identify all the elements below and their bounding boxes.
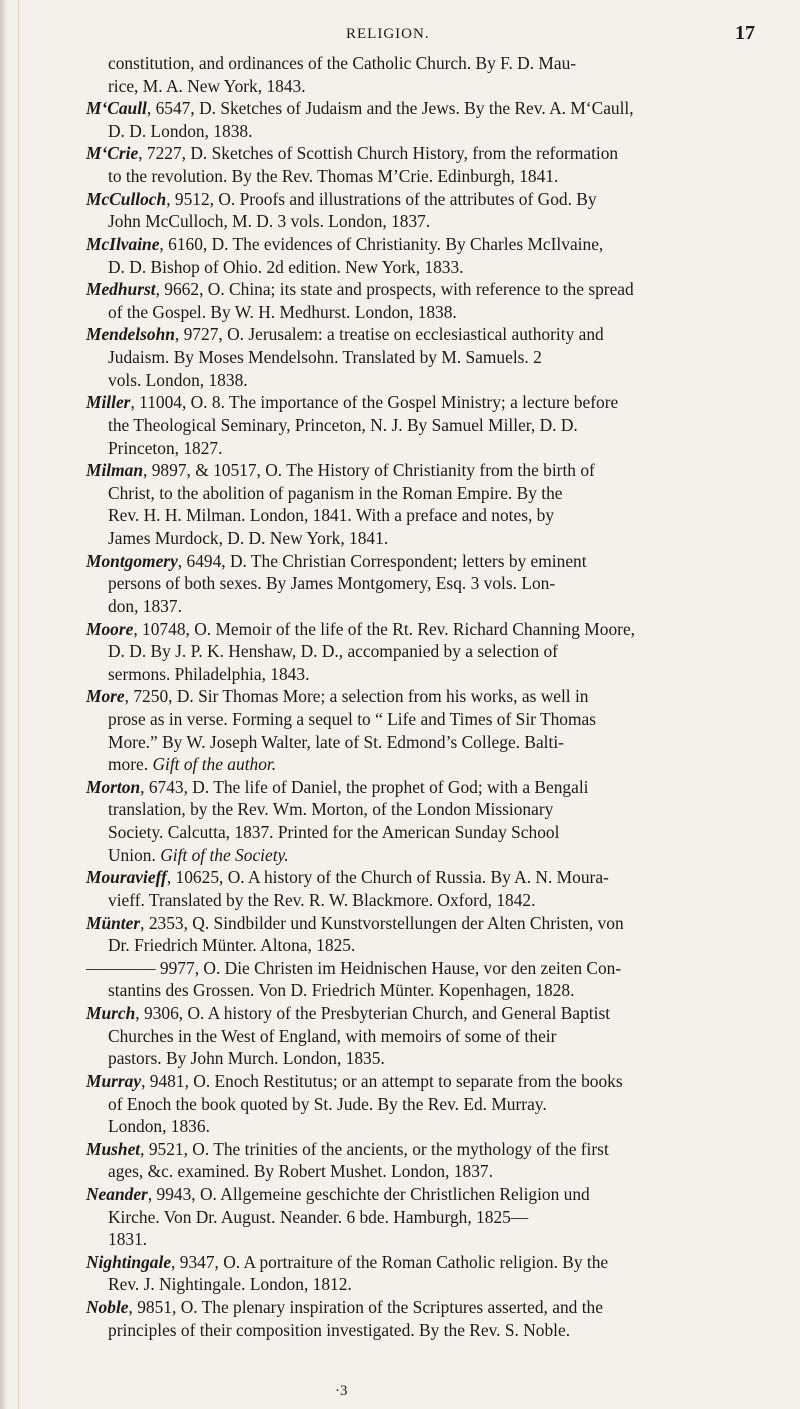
- entry-text: of the Gospel. By W. H. Medhurst. London, 1838.: [108, 301, 457, 322]
- author-name: Milman: [86, 460, 144, 481]
- entry-text: rice, M. A. New York, 1843.: [108, 75, 306, 96]
- entry-continuation-line: [108, 482, 742, 504]
- entry-heading-line: [86, 912, 742, 934]
- author-name: Noble: [86, 1297, 129, 1318]
- entry-text: principles of their composition investigated. By the Rev. S. Noble.: [108, 1319, 571, 1340]
- entry-heading-line: [86, 459, 742, 481]
- author-name: Mushet: [86, 1138, 141, 1159]
- entry-text: Rev. J. Nightingale. London, 1812.: [108, 1274, 352, 1295]
- entry-text: persons of both sexes. By James Montgomery, Esq. 3 vols. Lon-: [108, 573, 556, 594]
- entry-continuation-line: [108, 210, 742, 232]
- author-name: Medhurst: [86, 279, 156, 300]
- entry-heading-line: [86, 1138, 742, 1160]
- entry-text: Churches in the West of England, with memoirs of some of their: [108, 1025, 557, 1046]
- author-name: McCulloch: [86, 188, 167, 209]
- entry-continuation-line: [108, 731, 742, 753]
- entry-text: Judaism. By Moses Mendelsohn. Translated by M. Samuels. 2: [108, 347, 542, 368]
- entry-text: More.” By W. Joseph Walter, late of St. Edmond’s College. Balti-: [108, 731, 564, 752]
- entry-continuation-line: [108, 1093, 742, 1115]
- entry-text: , 6160, D. The evidences of Christianity. By Charles McIlvaine,: [159, 233, 604, 254]
- entry-continuation-line: [108, 572, 742, 594]
- entry-text: don, 1837.: [108, 595, 182, 616]
- entry-text: , 9897, & 10517, O. The History of Christianity from the birth of: [143, 460, 595, 481]
- entry-heading-line: [86, 685, 742, 707]
- entry-continuation-line: [108, 369, 742, 391]
- author-name: Mendelsohn: [86, 324, 175, 345]
- entry-text: , 6494, D. The Christian Correspondent; letters by eminent: [177, 550, 587, 571]
- entry-text: ———— 9977, O. Die Christen im Heidnischen Hause, vor den zeiten Con-: [86, 957, 622, 978]
- entry-text: constitution, and ordinances of the Catholic Church. By F. D. Mau-: [108, 53, 577, 73]
- entry-text: John McCulloch, M. D. 3 vols. London, 1837.: [108, 211, 431, 232]
- author-name: More: [86, 686, 125, 707]
- entry-text: Dr. Friedrich Münter. Altona, 1825.: [108, 935, 356, 956]
- page-fold-line: [18, 0, 19, 1409]
- entry-text: , 10625, O. A history of the Church of Russia. By A. N. Moura-: [166, 867, 609, 888]
- entry-heading-line: [86, 391, 742, 413]
- running-head: [0, 20, 800, 50]
- entry-text: Rev. H. H. Milman. London, 1841. With a preface and notes, by: [108, 505, 555, 526]
- entry-text: D. D. By J. P. K. Henshaw, D. D., accompanied by a selection of: [108, 641, 558, 662]
- entry-continuation-line: [108, 753, 742, 775]
- entry-continuation-line: [108, 52, 742, 74]
- entry-text: pastors. By John Murch. London, 1835.: [108, 1048, 385, 1069]
- author-name: Miller: [86, 392, 131, 413]
- author-name: McIlvaine: [86, 233, 160, 254]
- entry-continuation-line: [108, 663, 742, 685]
- entry-continuation-line: [108, 934, 742, 956]
- entry-heading-line: [86, 866, 742, 888]
- entry-continuation-line: [108, 979, 742, 1001]
- entry-continuation-line: [108, 1047, 742, 1069]
- entry-text: , 9851, O. The plenary inspiration of the Scriptures asserted, and the: [128, 1297, 603, 1318]
- entry-text: , 6743, D. The life of Daniel, the prophet of God; with a Bengali: [140, 776, 589, 797]
- entry-continuation-line: [108, 1025, 742, 1047]
- entry-text: , 9481, O. Enoch Restitutus; or an attempt to separate from the books: [141, 1070, 623, 1091]
- entry-continuation-line: [108, 595, 742, 617]
- author-name: Nightingale: [86, 1251, 172, 1272]
- entry-continuation-line: [108, 640, 742, 662]
- entry-text: , 9512, O. Proofs and illustrations of the attributes of God. By: [166, 188, 597, 209]
- entry-text: , 9943, O. Allgemeine geschichte der Christlichen Religion und: [147, 1184, 590, 1204]
- entry-text: Princeton, 1827.: [108, 437, 223, 458]
- entry-heading-line: [86, 323, 742, 345]
- entry-text: , 9521, O. The trinities of the ancients, or the mythology of the first: [140, 1138, 609, 1159]
- entry-text: translation, by the Rev. Wm. Morton, of the London Missionary: [108, 799, 554, 820]
- entry-continuation-line: [108, 798, 742, 820]
- author-name: Münter: [86, 912, 141, 933]
- entry-continuation-line: [108, 527, 742, 549]
- entry-text: Society. Calcutta, 1837. Printed for the American Sunday School: [108, 822, 560, 843]
- author-name: M‘Crie: [86, 143, 139, 164]
- entry-text: vieff. Translated by the Rev. R. W. Blackmore. Oxford, 1842.: [108, 889, 536, 910]
- entry-heading-line: [86, 1251, 742, 1273]
- entry-text: stantins des Grossen. Von D. Friedrich Münter. Kopenhagen, 1828.: [108, 980, 575, 1001]
- gift-note: Gift of the author.: [152, 754, 277, 775]
- entry-text: , 7227, D. Sketches of Scottish Church History, from the reformation: [138, 143, 619, 164]
- entry-text: D. D. Bishop of Ohio. 2d edition. New York, 1833.: [108, 256, 464, 277]
- page-binding-edge: [0, 0, 6, 1409]
- entry-text: , 6547, D. Sketches of Judaism and the Jews. By the Rev. A. M‘Caull,: [146, 98, 634, 119]
- entry-text: Union.: [108, 844, 161, 865]
- entry-continuation-line: [108, 1160, 742, 1182]
- entry-heading-line: [86, 776, 742, 798]
- entry-text: , 9662, O. China; its state and prospects, with reference to the spread: [155, 279, 634, 300]
- entry-text: , 10748, O. Memoir of the life of the Rt. Rev. Richard Channing Moore,: [133, 618, 636, 639]
- entry-heading-line: [86, 188, 742, 210]
- gift-note: Gift of the Society.: [160, 844, 289, 865]
- entry-text: , 7250, D. Sir Thomas More; a selection from his works, as well in: [124, 686, 589, 707]
- entry-heading-line: [86, 278, 742, 300]
- entry-heading-line: [86, 550, 742, 572]
- entry-continuation-line: [108, 346, 742, 368]
- entry-text: London, 1836.: [108, 1116, 210, 1137]
- entry-continuation-line: [108, 75, 742, 97]
- entry-continuation-line: [108, 1228, 742, 1250]
- entry-text: , 9347, O. A portraiture of the Roman Catholic religion. By the: [171, 1251, 609, 1272]
- entry-continuation-line: [108, 437, 742, 459]
- page-number: 17: [735, 22, 755, 44]
- entry-heading-line: [86, 1296, 742, 1318]
- entry-continuation-line: [108, 1115, 742, 1137]
- entry-text: D. D. London, 1838.: [108, 120, 253, 141]
- entry-text: prose as in verse. Forming a sequel to “ Life and Times of Sir Thomas: [108, 708, 596, 729]
- entry-continuation-line: [108, 821, 742, 843]
- entry-continuation-line: [108, 301, 742, 323]
- entry-text: of Enoch the book quoted by St. Jude. By the Rev. Ed. Murray.: [108, 1093, 547, 1114]
- entry-continuation-line: [108, 504, 742, 526]
- entry-text: 1831.: [108, 1229, 148, 1250]
- entry-text: vols. London, 1838.: [108, 369, 248, 390]
- entry-text: James Murdock, D. D. New York, 1841.: [108, 528, 389, 549]
- author-name: Murray: [86, 1070, 142, 1091]
- entry-text: sermons. Philadelphia, 1843.: [108, 663, 310, 684]
- entry-heading-line: [86, 97, 742, 119]
- entry-continuation-line: [108, 414, 742, 436]
- author-name: Morton: [86, 776, 141, 797]
- entry-heading-line: [86, 142, 742, 164]
- author-name: Mouravieff: [86, 867, 167, 888]
- entry-text: to the revolution. By the Rev. Thomas M’Crie. Edinburgh, 1841.: [108, 166, 559, 187]
- entry-text: , 11004, O. 8. The importance of the Gospel Ministry; a lecture before: [130, 392, 619, 413]
- entry-text: , 2353, Q. Sindbilder und Kunstvorstellungen der Alten Christen, von: [140, 912, 624, 933]
- entry-continuation-line: [108, 1206, 742, 1228]
- entry-continuation-line: [108, 165, 742, 187]
- entry-text: the Theological Seminary, Princeton, N. J. By Samuel Miller, D. D.: [108, 414, 578, 435]
- entry-heading-line: [86, 1070, 742, 1092]
- entry-continuation-line: [108, 1319, 742, 1341]
- running-title: RELIGION.: [346, 26, 430, 42]
- entry-heading-line: [86, 1002, 742, 1024]
- author-name: M‘Caull: [86, 98, 147, 119]
- author-name: Neander: [86, 1184, 148, 1204]
- entry-heading-line: [86, 233, 742, 255]
- entry-heading-line: [86, 618, 742, 640]
- signature-mark: ·3: [335, 1383, 348, 1399]
- author-name: Montgomery: [86, 550, 178, 571]
- entry-continuation-line: [108, 256, 742, 278]
- entry-text: more.: [108, 754, 153, 775]
- entry-text: , 9306, O. A history of the Presbyterian Church, and General Baptist: [135, 1003, 611, 1024]
- entry-continuation-line: [108, 708, 742, 730]
- entry-heading-line: [86, 957, 742, 979]
- entry-continuation-line: [108, 120, 742, 142]
- entry-continuation-line: [108, 1273, 742, 1295]
- entry-text: , 9727, O. Jerusalem: a treatise on ecclesiastical authority and: [174, 324, 604, 345]
- entry-continuation-line: [108, 844, 742, 866]
- entry-text: Christ, to the abolition of paganism in the Roman Empire. By the: [108, 482, 563, 503]
- entry-text: ages, &c. examined. By Robert Mushet. London, 1837.: [108, 1161, 493, 1182]
- entry-text: Kirche. Von Dr. August. Neander. 6 bde. Hamburgh, 1825—: [108, 1206, 529, 1227]
- entry-continuation-line: [108, 889, 742, 911]
- author-name: Murch: [86, 1003, 136, 1024]
- author-name: Moore: [86, 618, 134, 639]
- entry-heading-line: [86, 1183, 742, 1205]
